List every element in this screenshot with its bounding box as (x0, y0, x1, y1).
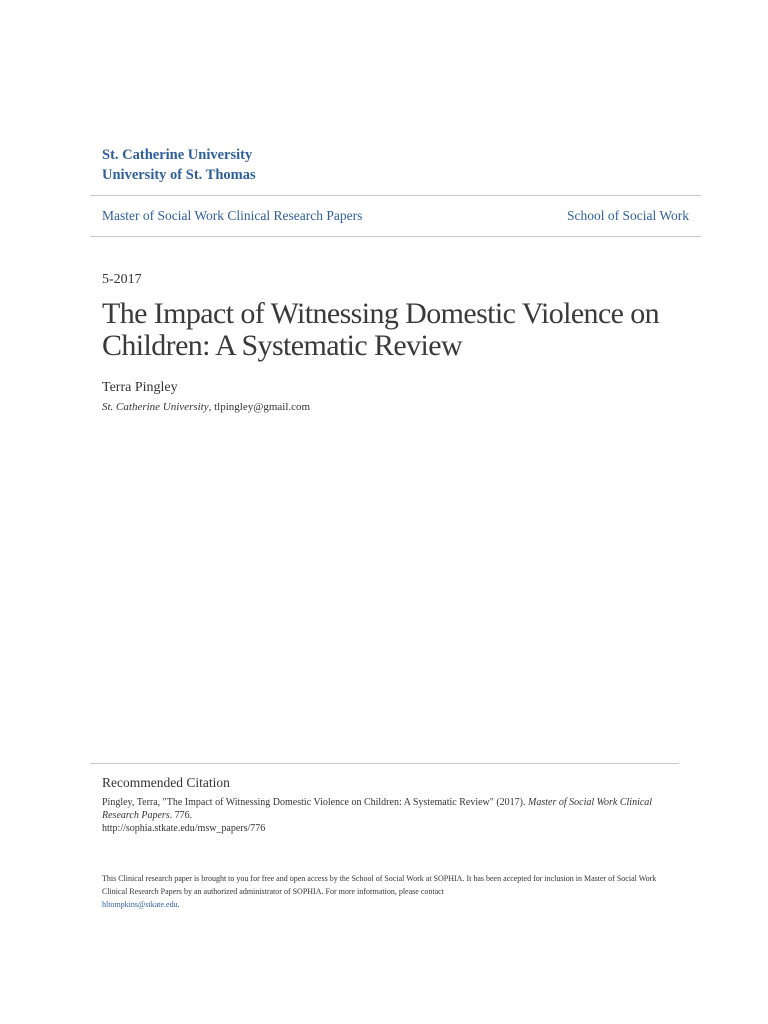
citation-text-part-1: Pingley, Terra, "The Impact of Witnessing Domestic Violence on Children: A Systematic Review" (2017). (102, 797, 529, 808)
citation-text-part-2: . 776. (169, 810, 193, 821)
citation-text (102, 796, 662, 835)
citation-url[interactable]: http://sophia.stkate.edu/msw_papers/776 (102, 823, 266, 834)
notice-end: . (177, 900, 180, 909)
citation-journal: Master of Social Work Clinical Research Papers (102, 797, 653, 821)
nav-top-rule (90, 195, 701, 196)
contact-email-link[interactable]: hltompkins@stkate.edu (102, 900, 178, 909)
series-link[interactable]: Master of Social Work Clinical Research Papers (102, 208, 363, 223)
citation-rule (90, 763, 679, 764)
notice-text: This Clinical research paper is brought to you for free and open access by the School of Social Work at SOPHIA. It has been accepted for inclusion in Master of Social Work Clinical Research Papers by an authorized administrator of SOPHIA. For more information, please contact (102, 874, 657, 896)
affiliation-name: St. Catherine University (102, 401, 209, 413)
nav-bottom-rule (90, 236, 701, 237)
author-email: tlpingley@gmail.com (214, 401, 311, 413)
citation-heading: Recommended Citation (102, 775, 230, 790)
affiliation-separator: , (208, 401, 215, 413)
author-name: Terra Pingley (102, 380, 178, 395)
publication-date: 5-2017 (102, 272, 142, 287)
paper-title: The Impact of Witnessing Domestic Violence on Children: A Systematic Review (102, 297, 660, 362)
institution-link-st-thomas[interactable]: University of St. Thomas (102, 167, 256, 183)
institution-link-st-catherine[interactable]: St. Catherine University (102, 147, 253, 163)
author-affiliation (102, 400, 310, 414)
department-link[interactable]: School of Social Work (566, 208, 689, 223)
access-notice (102, 872, 682, 911)
